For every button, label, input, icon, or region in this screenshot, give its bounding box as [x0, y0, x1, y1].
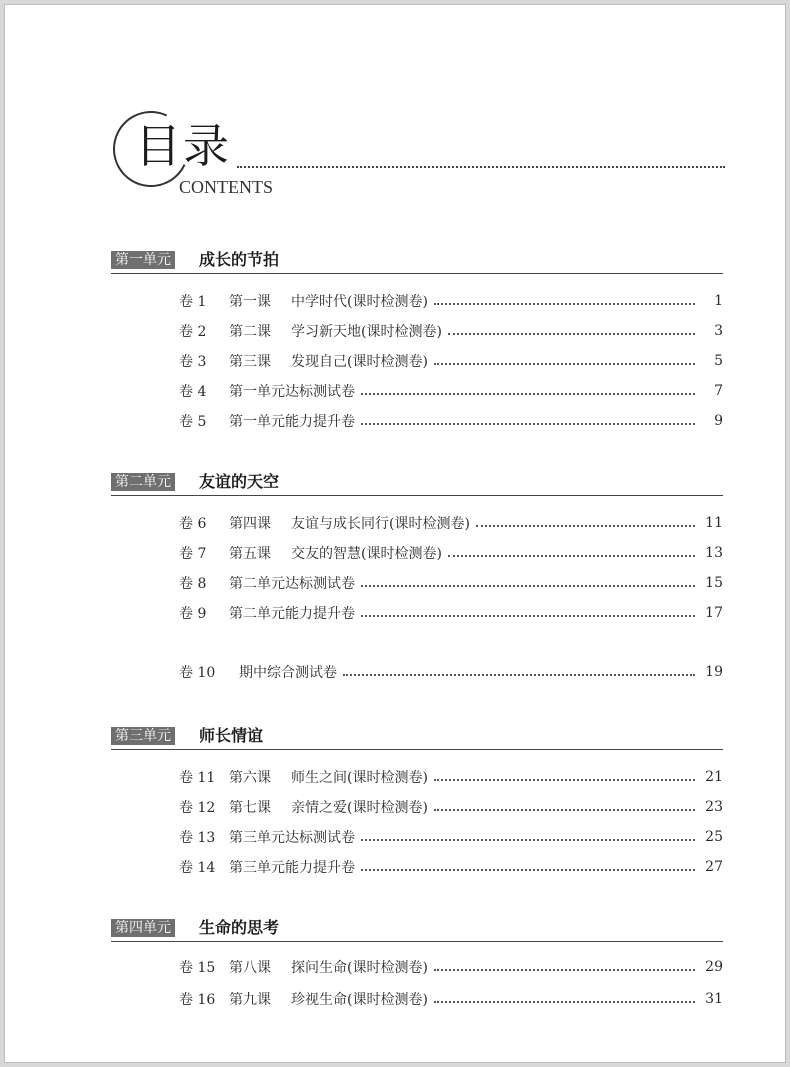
unit-header — [111, 473, 723, 496]
dot-leader — [361, 393, 695, 395]
entry-lesson: 第七课 — [229, 800, 271, 816]
toc-entry-midterm[interactable] — [179, 661, 723, 683]
toc-entry[interactable] — [179, 542, 723, 564]
toc-entry[interactable] — [179, 826, 723, 848]
dot-leader — [343, 674, 695, 676]
unit-header — [111, 251, 723, 274]
unit-title: 师长情谊 — [199, 726, 264, 745]
dot-leader — [434, 809, 695, 811]
entry-title: 中学时代(课时检测卷) — [291, 294, 428, 310]
unit-section — [111, 250, 723, 430]
entry-title: 期中综合测试卷 — [239, 665, 337, 681]
entry-title: 第一单元能力提升卷 — [229, 414, 355, 430]
entry-page: 3 — [714, 323, 723, 339]
entry-volume: 卷 1 — [179, 294, 207, 310]
entry-lesson: 第三课 — [229, 354, 271, 370]
dot-leader — [476, 525, 695, 527]
dot-leader — [361, 869, 695, 871]
entry-lesson: 第四课 — [229, 516, 271, 532]
entry-volume: 卷 10 — [179, 665, 216, 681]
toc-entry[interactable] — [179, 290, 723, 312]
entry-page: 27 — [705, 859, 723, 875]
entry-title: 珍视生命(课时检测卷) — [291, 992, 428, 1008]
unit-tag: 第一单元 — [111, 251, 175, 269]
dot-leader — [448, 333, 695, 335]
dot-leader — [361, 839, 695, 841]
entry-page: 17 — [705, 605, 723, 621]
entry-title: 第二单元达标测试卷 — [229, 576, 355, 592]
page-subtitle: CONTENTS — [179, 177, 273, 197]
entry-title: 学习新天地(课时检测卷) — [291, 324, 442, 340]
entry-volume: 卷 4 — [179, 384, 207, 400]
entry-title: 第三单元达标测试卷 — [229, 830, 355, 846]
dot-leader — [434, 303, 695, 305]
entry-title: 第二单元能力提升卷 — [229, 606, 355, 622]
entry-page: 23 — [705, 799, 723, 815]
entry-page: 15 — [705, 575, 723, 591]
dot-leader — [361, 585, 695, 587]
entry-lesson: 第八课 — [229, 960, 271, 976]
entry-page: 9 — [714, 413, 723, 429]
toc-entry[interactable] — [179, 988, 723, 1010]
entry-volume: 卷 3 — [179, 354, 207, 370]
entry-volume: 卷 15 — [179, 960, 216, 976]
entry-title: 第一单元达标测试卷 — [229, 384, 355, 400]
entry-page: 1 — [714, 293, 723, 309]
unit-tag: 第三单元 — [111, 727, 175, 745]
entry-volume: 卷 8 — [179, 576, 207, 592]
entry-title: 发现自己(课时检测卷) — [291, 354, 428, 370]
unit-tag: 第二单元 — [111, 473, 175, 491]
dot-leader — [434, 779, 695, 781]
toc-entry[interactable] — [179, 796, 723, 818]
toc-entry[interactable] — [179, 320, 723, 342]
unit-header — [111, 727, 723, 750]
unit-header — [111, 919, 723, 942]
entry-volume: 卷 13 — [179, 830, 216, 846]
title-dotted-rule — [237, 166, 725, 168]
entry-title: 探问生命(课时检测卷) — [291, 960, 428, 976]
toc-entry[interactable] — [179, 602, 723, 624]
entry-volume: 卷 6 — [179, 516, 207, 532]
entry-volume: 卷 5 — [179, 414, 207, 430]
entry-volume: 卷 11 — [179, 770, 216, 786]
entry-lesson: 第二课 — [229, 324, 271, 340]
entry-title: 友谊与成长同行(课时检测卷) — [291, 516, 470, 532]
entry-page: 29 — [705, 959, 723, 975]
unit-section — [111, 918, 723, 1008]
dot-leader — [361, 615, 695, 617]
toc-entry[interactable] — [179, 410, 723, 432]
dot-leader — [448, 555, 695, 557]
entry-title: 师生之间(课时检测卷) — [291, 770, 428, 786]
unit-title: 成长的节拍 — [199, 250, 280, 269]
unit-section — [111, 726, 723, 876]
dot-leader — [434, 969, 695, 971]
entry-page: 25 — [705, 829, 723, 845]
unit-title: 友谊的天空 — [199, 472, 280, 491]
entry-volume: 卷 2 — [179, 324, 207, 340]
entry-volume: 卷 12 — [179, 800, 216, 816]
page-title: 目录 — [135, 119, 231, 173]
unit-section — [111, 472, 723, 622]
entry-page: 5 — [714, 353, 723, 369]
entry-page: 19 — [705, 664, 723, 680]
entry-lesson: 第一课 — [229, 294, 271, 310]
entry-lesson: 第九课 — [229, 992, 271, 1008]
entry-volume: 卷 9 — [179, 606, 207, 622]
entry-page: 7 — [714, 383, 723, 399]
toc-page — [4, 4, 786, 1063]
entry-page: 13 — [705, 545, 723, 561]
unit-tag: 第四单元 — [111, 919, 175, 937]
toc-entry[interactable] — [179, 512, 723, 534]
entry-volume: 卷 14 — [179, 860, 216, 876]
toc-entry[interactable] — [179, 956, 723, 978]
entry-page: 31 — [705, 991, 723, 1007]
unit-title: 生命的思考 — [199, 918, 280, 937]
toc-entry[interactable] — [179, 572, 723, 594]
dot-leader — [434, 363, 695, 365]
entry-lesson: 第六课 — [229, 770, 271, 786]
dot-leader — [361, 423, 695, 425]
entry-volume: 卷 16 — [179, 992, 216, 1008]
toc-entry[interactable] — [179, 350, 723, 372]
entry-lesson: 第五课 — [229, 546, 271, 562]
entry-title: 第三单元能力提升卷 — [229, 860, 355, 876]
toc-entry[interactable] — [179, 380, 723, 402]
entry-title: 交友的智慧(课时检测卷) — [291, 546, 442, 562]
toc-header — [105, 101, 725, 211]
toc-entry[interactable] — [179, 766, 723, 788]
entry-volume: 卷 7 — [179, 546, 207, 562]
toc-entry[interactable] — [179, 856, 723, 878]
entry-title: 亲情之爱(课时检测卷) — [291, 800, 428, 816]
entry-page: 11 — [705, 515, 723, 531]
entry-page: 21 — [705, 769, 723, 785]
dot-leader — [434, 1001, 695, 1003]
